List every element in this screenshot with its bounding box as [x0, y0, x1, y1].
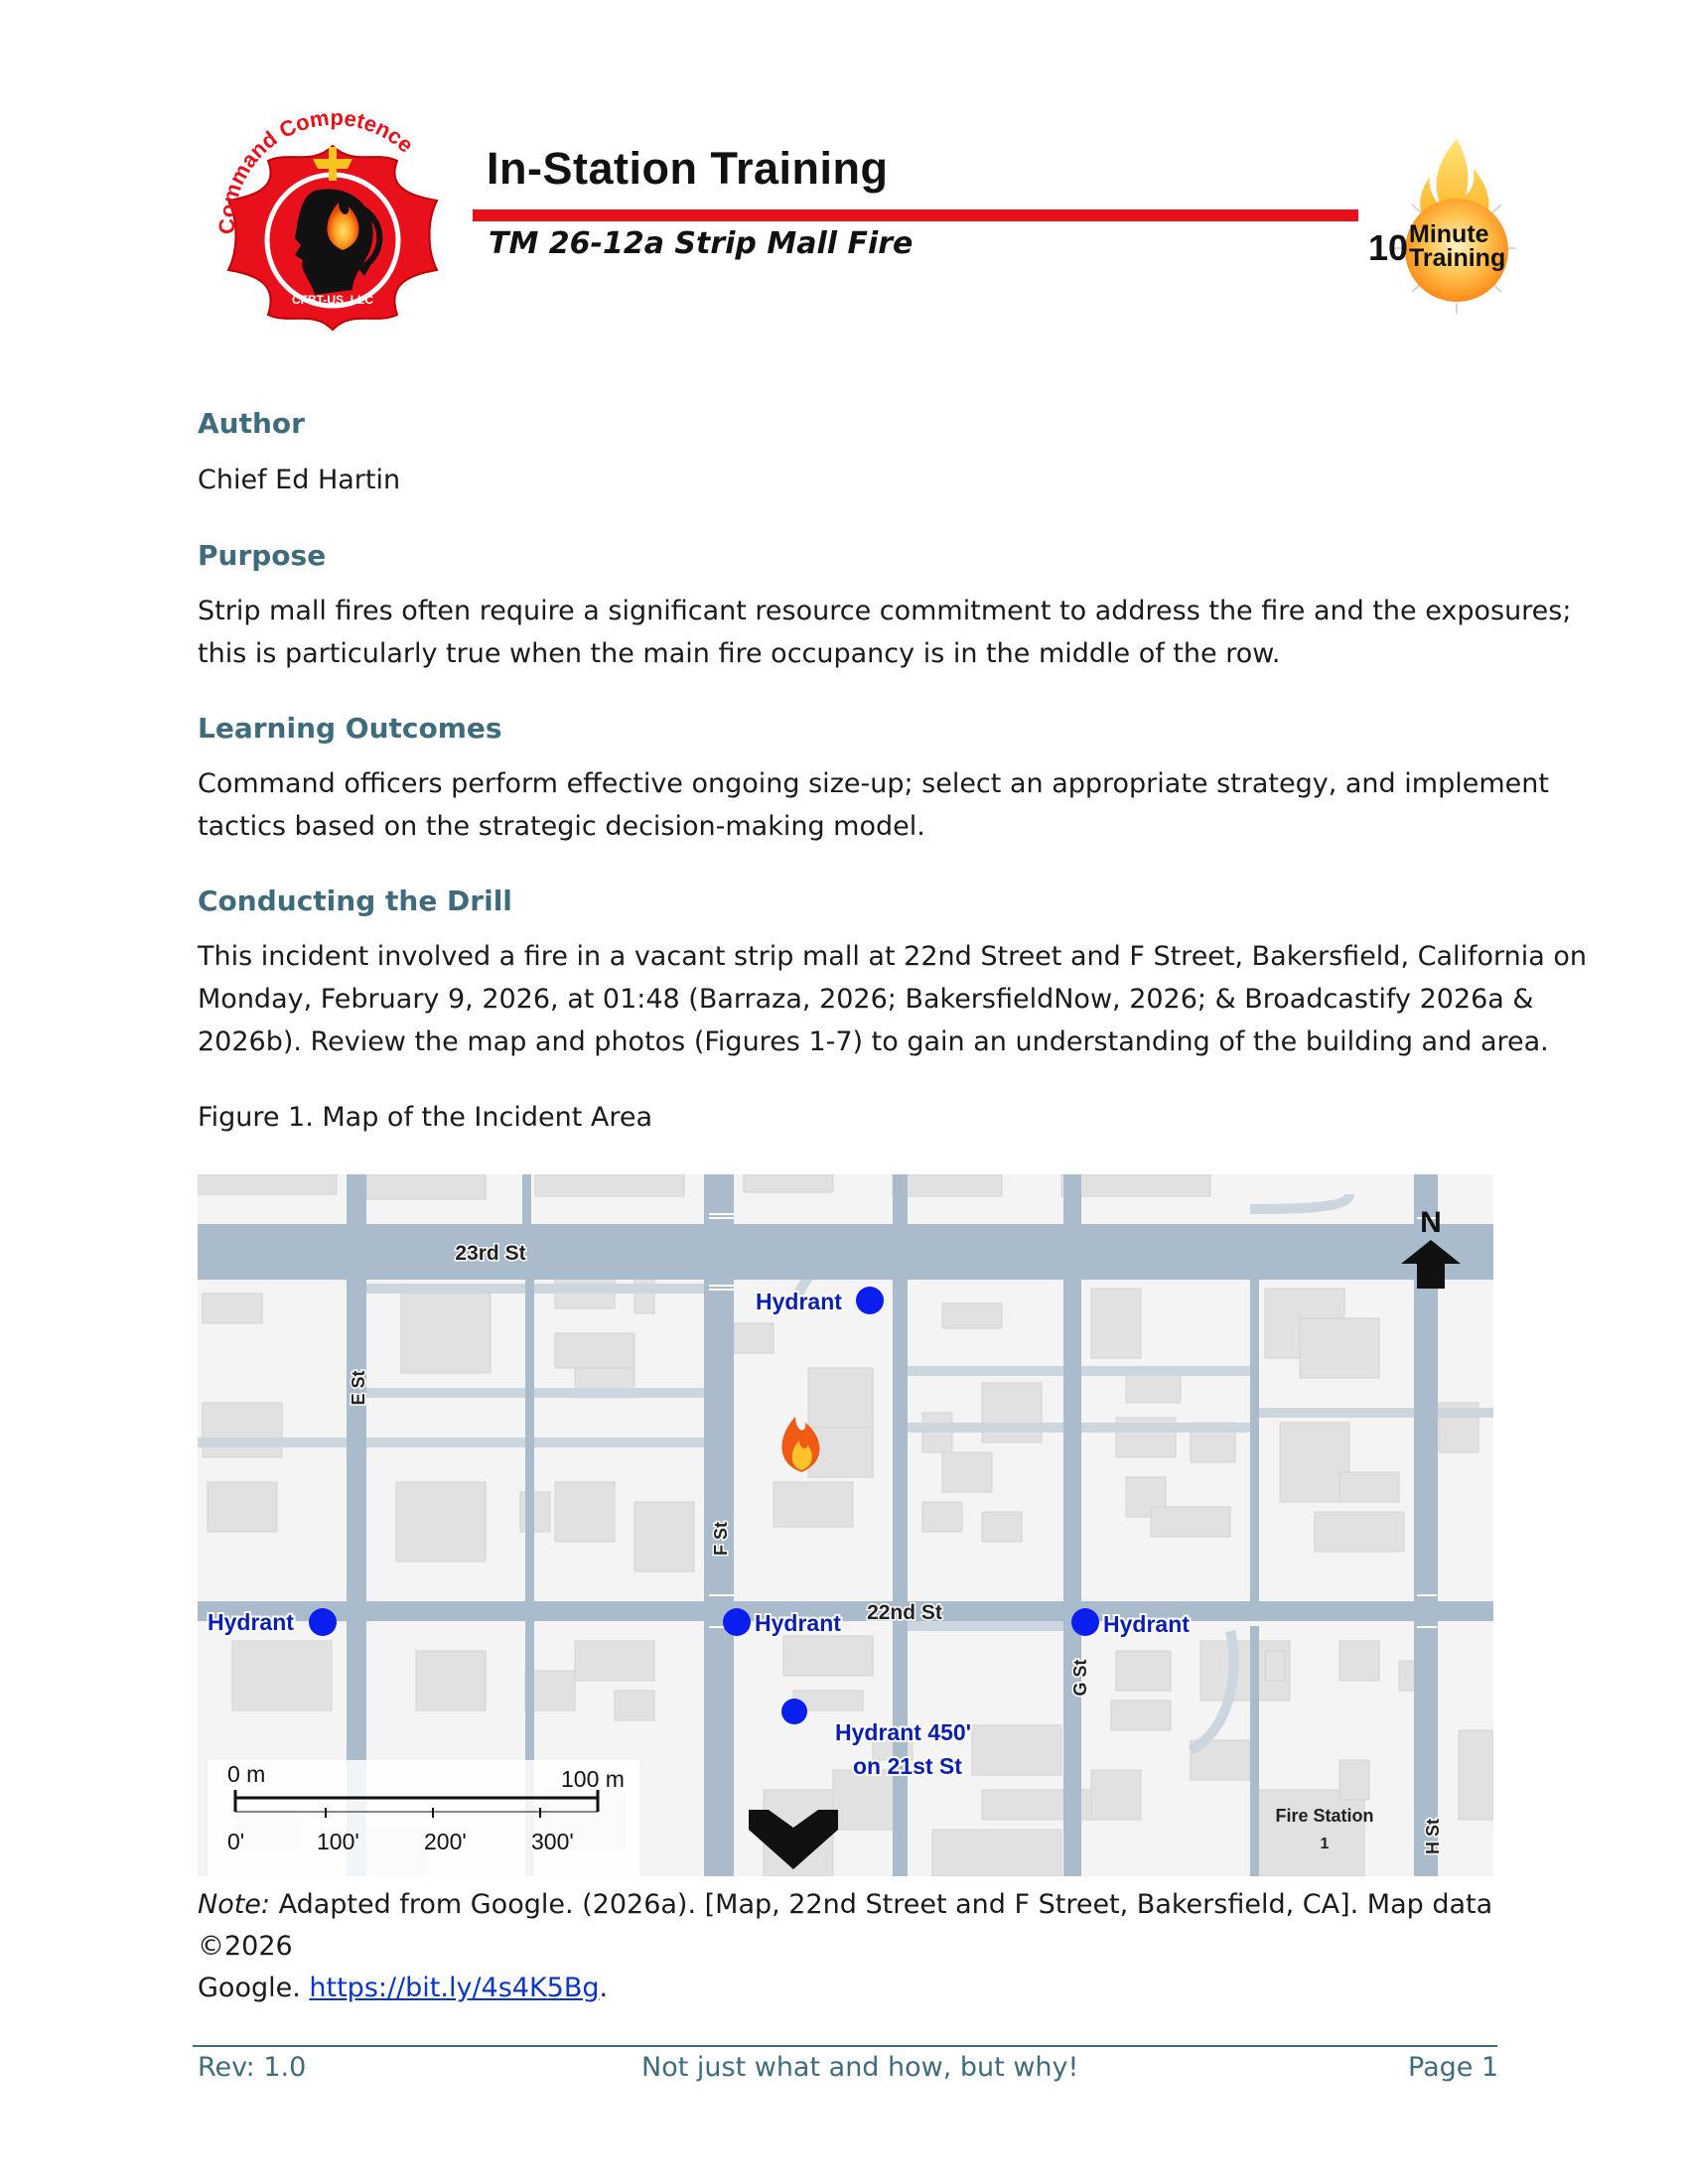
scale-label: 100 m [561, 1766, 625, 1792]
scale-label: 200' [424, 1829, 467, 1854]
drill-line: 2026b). Review the map and photos (Figures 1-7) to gain an understanding of the building and area. [198, 1026, 1549, 1057]
footer-tagline: Not just what and how, but why! [641, 2052, 1079, 2083]
note-period: . [599, 1973, 609, 2003]
author-line: Chief Ed Hartin [198, 465, 401, 495]
hydrant-label: Hydrant 450' [835, 1719, 972, 1745]
logo-bottom-text: CFBT-US, LLC [292, 293, 373, 307]
street-label-22nd: 22nd St [867, 1601, 942, 1624]
drill-line: Monday, February 9, 2026, at 01:48 (Barraza, 2026; BakersfieldNow, 2026; & Broadcastify 2026a & [198, 984, 1534, 1015]
learning-outcomes-text [198, 762, 1549, 848]
purpose-line: this is particularly true when the main fire occupancy is in the middle of the row. [198, 638, 1281, 669]
drill-line: This incident involved a fire in a vacant strip mall at 22nd Street and F Street, Bakersfield, California on [198, 941, 1588, 972]
hydrant-label: Hydrant [208, 1609, 294, 1635]
hydrant-label: Hydrant [755, 1610, 841, 1636]
note-label: Note: [198, 1889, 271, 1920]
fire-station-number: 1 [1320, 1836, 1330, 1852]
figure-note [198, 1884, 1498, 2009]
hydrant-dot [723, 1608, 751, 1636]
document-title: In-Station Training [487, 143, 889, 194]
purpose-text [198, 590, 1572, 675]
street-label-23rd: 23rd St [455, 1242, 526, 1265]
scale-label: 0' [227, 1829, 245, 1854]
hydrant-dot [781, 1699, 807, 1724]
learning-outcomes-heading: Learning Outcomes [198, 712, 502, 745]
badge-word-training: Training [1409, 244, 1506, 272]
scale-label: 100' [317, 1829, 359, 1854]
street-label-h: H St [1423, 1819, 1443, 1854]
page-number: Page 1 [1408, 2052, 1499, 2083]
street-label-e: E St [349, 1370, 368, 1406]
fire-station-label: Fire Station [1275, 1806, 1374, 1826]
purpose-heading: Purpose [198, 539, 327, 572]
command-competence-logo [204, 91, 462, 359]
hydrant-dot [1071, 1608, 1099, 1636]
outcomes-line: Command officers perform effective ongoing size-up; select an appropriate strategy, and implement [198, 768, 1549, 799]
revision-label: Rev: 1.0 [198, 2052, 307, 2083]
scale-bar [208, 1760, 639, 1876]
footer-divider [193, 2045, 1497, 2047]
note-text: Adapted from Google. (2026a). [Map, 22nd Street and F Street, Bakersfield, CA]. Map data ©2026 [198, 1889, 1493, 1962]
street-label-g: G St [1070, 1659, 1090, 1697]
author-text [198, 459, 1488, 501]
hydrant-label: Hydrant [756, 1289, 842, 1314]
note-text-continued: Google. [198, 1973, 310, 2003]
header-divider [473, 209, 1358, 221]
street-label-f: F St [711, 1522, 731, 1556]
hydrant-dot [309, 1608, 337, 1636]
hydrant-dot [856, 1287, 884, 1314]
purpose-line: Strip mall fires often require a significant resource commitment to address the fire and the exposures; [198, 596, 1572, 626]
author-heading: Author [198, 407, 305, 440]
document-subtitle: TM 26-12a Strip Mall Fire [489, 226, 914, 261]
conducting-drill-text [198, 935, 1588, 1063]
scale-label: 300' [531, 1829, 574, 1854]
scale-label: 0 m [227, 1761, 266, 1787]
badge-word-minute: Minute [1409, 220, 1489, 248]
conducting-drill-heading: Conducting the Drill [198, 885, 512, 917]
hydrant-label: Hydrant [1103, 1611, 1190, 1637]
north-label: N [1420, 1206, 1442, 1239]
logo-arc-text: Command Competence [213, 104, 419, 234]
outcomes-line: tactics based on the strategic decision-making model. [198, 811, 925, 842]
source-link[interactable]: https://bit.ly/4s4K5Bg [309, 1973, 600, 2003]
incident-area-map [198, 1174, 1493, 1876]
figure-caption-text: Figure 1. Map of the Incident Area [198, 1102, 653, 1133]
figure-caption [198, 1096, 1488, 1139]
badge-number: 10 [1368, 227, 1409, 268]
hydrant-label: on 21st St [853, 1753, 962, 1779]
ten-minute-training-badge [1362, 129, 1531, 318]
